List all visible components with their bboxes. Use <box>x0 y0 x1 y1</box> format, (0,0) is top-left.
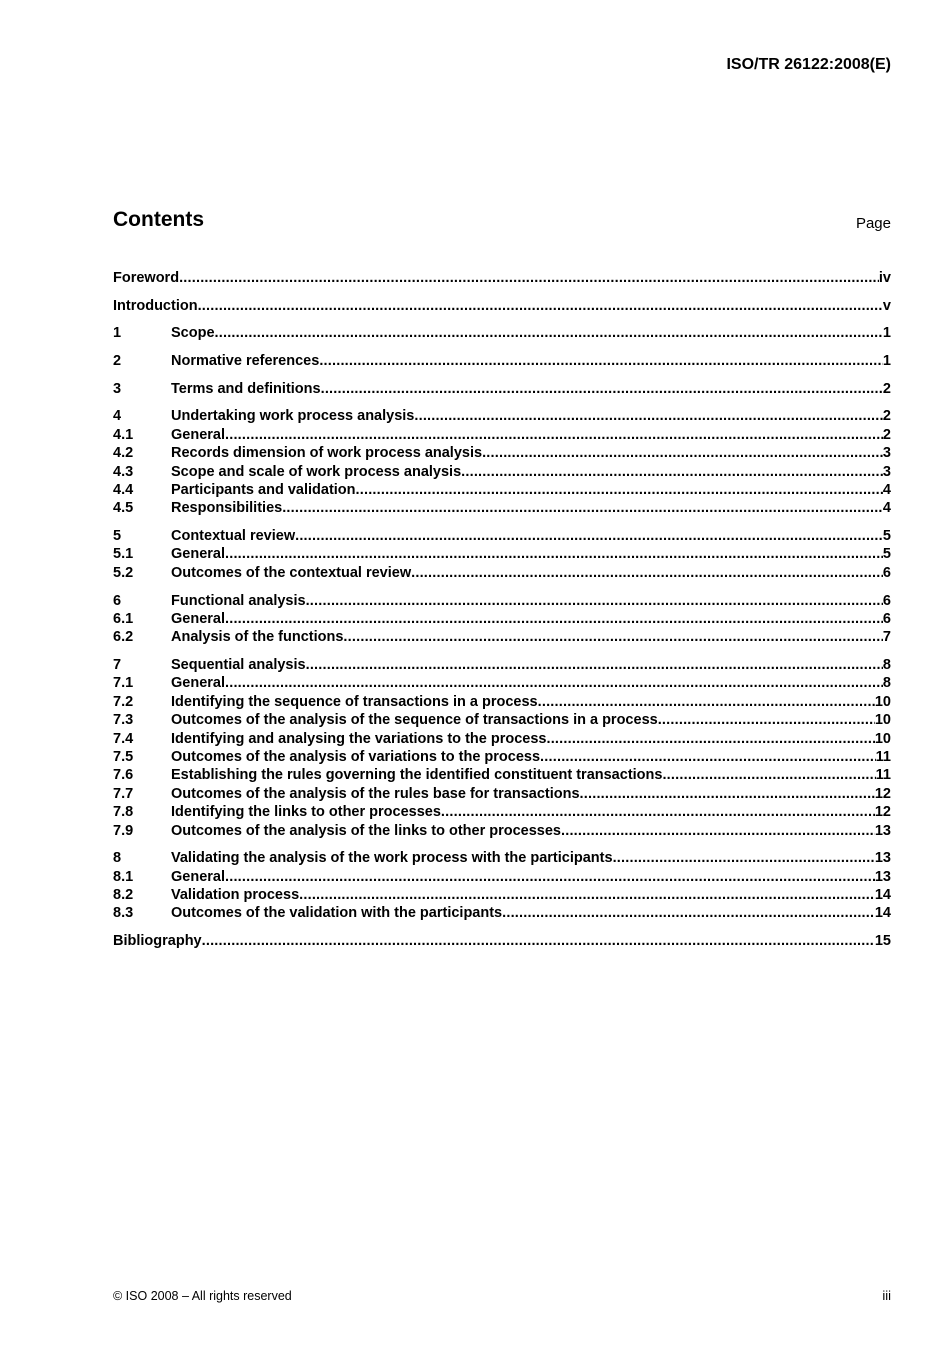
toc-entry-title: Identifying and analysing the variations to the process <box>171 730 547 747</box>
toc-entry[interactable] <box>113 868 891 886</box>
toc-entry-page: v <box>882 297 891 314</box>
toc-entry-title: Foreword <box>113 270 180 286</box>
toc-entry-title: Validating the analysis of the work process with the participants <box>171 850 613 867</box>
toc-entry-page: 2 <box>882 426 891 443</box>
toc-entry[interactable] <box>113 711 891 729</box>
toc-dot-leader <box>215 324 883 342</box>
toc-entry-page: 6 <box>882 610 891 627</box>
toc-entry-title: Outcomes of the analysis of the rules base for transactions <box>171 785 580 802</box>
toc-entry-number: 7.9 <box>113 822 134 839</box>
toc-entry[interactable] <box>113 380 891 398</box>
toc-entry-page: 1 <box>882 353 891 370</box>
toc-dot-leader <box>225 868 875 886</box>
toc-entry-number: 1 <box>113 325 122 342</box>
toc-entry-page: 11 <box>875 767 891 784</box>
toc-entry[interactable] <box>113 610 891 628</box>
toc-dot-leader <box>319 352 883 370</box>
toc-entry-title: Scope and scale of work process analysis <box>171 463 462 480</box>
toc-entry[interactable] <box>113 849 891 867</box>
toc-entry-title: Analysis of the functions <box>171 629 344 646</box>
toc-entry-number: 8.2 <box>113 887 134 903</box>
toc-dot-leader <box>295 527 883 545</box>
toc-entry-page: 3 <box>882 445 891 462</box>
toc-entry-number: 8.3 <box>113 905 134 922</box>
toc-entry-page: 13 <box>874 868 891 885</box>
toc-entry-page: 13 <box>874 850 891 867</box>
toc-entry-title: Contextual review <box>171 528 296 545</box>
contents-heading: Contents <box>113 208 204 231</box>
toc-entry[interactable] <box>113 730 891 748</box>
toc-entry-title: General <box>171 675 225 692</box>
toc-dot-leader <box>306 656 883 674</box>
toc-entry-title: Outcomes of the analysis of variations to the process <box>171 748 541 765</box>
toc-dot-leader <box>202 932 875 950</box>
toc-dot-leader <box>321 380 883 398</box>
toc-entry[interactable] <box>113 886 891 904</box>
toc-entry-title: General <box>171 868 225 885</box>
toc-entry-page: 6 <box>882 592 891 609</box>
toc-entry[interactable] <box>113 748 891 766</box>
toc-dot-leader <box>561 822 875 840</box>
toc-entry-number: 4 <box>113 408 122 425</box>
toc-entry-page: 4 <box>882 482 891 498</box>
toc-dot-leader <box>482 444 883 462</box>
toc-entry-number: 8 <box>113 850 122 867</box>
toc-entry-title: Undertaking work process analysis <box>171 408 415 425</box>
toc-entry-page: 12 <box>874 785 891 802</box>
toc-entry-title: Participants and validation <box>171 482 356 498</box>
toc-entry-number: 6.1 <box>113 610 134 627</box>
toc-entry[interactable] <box>113 481 891 499</box>
toc-entry[interactable] <box>113 269 891 287</box>
toc-entry[interactable] <box>113 674 891 692</box>
toc-entry-number: 5.1 <box>113 546 134 563</box>
toc-entry-number: 7.7 <box>113 785 134 802</box>
toc-entry-title: Functional analysis <box>171 592 306 609</box>
toc-entry-page: 10 <box>874 730 891 747</box>
toc-entry[interactable] <box>113 932 891 950</box>
toc-dot-leader <box>198 297 883 315</box>
toc-entry-number: 7.4 <box>113 730 134 747</box>
page-column-label: Page <box>855 215 891 232</box>
toc-entry-number: 4.5 <box>113 500 134 517</box>
toc-entry[interactable] <box>113 297 891 315</box>
toc-dot-leader <box>580 785 875 803</box>
toc-entry[interactable] <box>113 444 891 462</box>
toc-entry[interactable] <box>113 463 891 481</box>
toc-entry[interactable] <box>113 803 891 821</box>
toc-entry-number: 4.1 <box>113 426 134 443</box>
toc-entry-number: 7.2 <box>113 693 134 710</box>
toc-entry-title: Bibliography <box>113 933 202 950</box>
toc-entry-number: 6 <box>113 592 122 609</box>
toc-entry-title: Establishing the rules governing the identified constituent transactions <box>171 767 663 784</box>
toc-entry[interactable] <box>113 628 891 646</box>
toc-dot-leader <box>411 564 883 582</box>
toc-entry-title: Identifying the sequence of transactions in a process <box>171 693 538 710</box>
toc-entry[interactable] <box>113 545 891 563</box>
toc-entry-page: iv <box>878 270 891 286</box>
toc-entry-page: 2 <box>882 380 891 397</box>
toc-dot-leader <box>306 592 883 610</box>
toc-entry-page: 11 <box>875 748 891 765</box>
toc-entry-number: 2 <box>113 353 122 370</box>
toc-entry[interactable] <box>113 352 891 370</box>
toc-entry-page: 14 <box>874 905 891 922</box>
toc-dot-leader <box>658 711 875 729</box>
toc-entry-title: Normative references <box>171 353 320 370</box>
toc-entry-number: 4.4 <box>113 482 134 498</box>
toc-dot-leader <box>502 904 875 922</box>
toc-entry-page: 1 <box>882 325 891 342</box>
toc-dot-leader <box>343 628 883 646</box>
toc-entry[interactable] <box>113 656 891 674</box>
toc-entry[interactable] <box>113 527 891 545</box>
toc-entry-number: 4.3 <box>113 463 134 480</box>
toc-entry[interactable] <box>113 499 891 517</box>
toc-dot-leader <box>225 610 883 628</box>
toc-entry-page: 4 <box>882 500 891 517</box>
toc-entry-title: General <box>171 610 225 627</box>
toc-entry-number: 6.2 <box>113 629 134 646</box>
toc-entry-page: 10 <box>874 693 891 710</box>
toc-entry-number: 3 <box>113 380 122 397</box>
toc-entry[interactable] <box>113 407 891 425</box>
toc-entry-title: Scope <box>171 325 215 342</box>
toc-dot-leader <box>179 269 879 287</box>
toc-dot-leader <box>356 481 883 499</box>
footer-page-number: iii <box>882 1288 891 1303</box>
toc-entry-number: 7.8 <box>113 804 134 821</box>
toc-entry-title: Outcomes of the analysis of the sequence of transactions in a process <box>171 712 658 729</box>
toc-entry-page: 5 <box>882 528 891 545</box>
toc-entry-title: Records dimension of work process analysis <box>171 445 483 462</box>
toc-entry-page: 12 <box>874 804 891 821</box>
toc-dot-leader <box>225 545 883 563</box>
toc-entry[interactable] <box>113 693 891 711</box>
toc-dot-leader <box>225 674 883 692</box>
toc-entry-title: Outcomes of the analysis of the links to other processes <box>171 822 561 839</box>
toc-dot-leader <box>538 693 875 711</box>
footer-copyright: © ISO 2008 – All rights reserved <box>113 1289 292 1303</box>
toc-entry[interactable] <box>113 564 891 582</box>
toc-entry[interactable] <box>113 426 891 444</box>
toc-entry-number: 5 <box>113 528 122 545</box>
toc-entry-title: Introduction <box>113 297 198 314</box>
toc-entry[interactable] <box>113 324 891 342</box>
toc-entry-page: 15 <box>874 933 891 950</box>
toc-entry-title: Outcomes of the contextual review <box>171 564 412 581</box>
toc-dot-leader <box>225 426 883 444</box>
toc-entry-number: 5.2 <box>113 564 134 581</box>
toc-entry-title: Identifying the links to other processes <box>171 804 441 821</box>
toc-dot-leader <box>282 499 883 517</box>
toc-entry-title: Responsibilities <box>171 500 283 517</box>
toc-entry-title: Terms and definitions <box>171 380 321 397</box>
toc-entry-number: 4.2 <box>113 445 134 462</box>
toc-entry-page: 7 <box>882 629 891 646</box>
table-of-contents <box>113 269 891 950</box>
toc-entry-page: 5 <box>882 546 891 563</box>
toc-dot-leader <box>546 730 874 748</box>
toc-entry-number: 8.1 <box>113 868 134 885</box>
toc-dot-leader <box>613 849 875 867</box>
toc-entry[interactable] <box>113 822 891 840</box>
toc-entry[interactable] <box>113 785 891 803</box>
toc-entry-title: Validation process <box>171 887 300 903</box>
toc-dot-leader <box>299 886 875 904</box>
toc-entry-title: General <box>171 546 225 563</box>
toc-entry-page: 10 <box>874 712 891 729</box>
toc-entry-page: 8 <box>882 675 891 692</box>
toc-entry[interactable] <box>113 592 891 610</box>
toc-entry-number: 7.1 <box>113 675 134 692</box>
toc-dot-leader <box>461 463 883 481</box>
toc-entry-title: Outcomes of the validation with the participants <box>171 905 503 922</box>
toc-entry-page: 2 <box>882 408 891 425</box>
toc-entry-number: 7.3 <box>113 712 134 729</box>
toc-entry[interactable] <box>113 904 891 922</box>
toc-entry-page: 3 <box>882 463 891 480</box>
toc-entry-title: Sequential analysis <box>171 657 306 674</box>
toc-entry-number: 7.6 <box>113 767 134 784</box>
toc-dot-leader <box>662 766 875 784</box>
toc-entry-number: 7.5 <box>113 748 134 765</box>
toc-entry-page: 13 <box>874 822 891 839</box>
toc-entry[interactable] <box>113 766 891 784</box>
toc-entry-title: General <box>171 426 225 443</box>
toc-entry-page: 8 <box>882 657 891 674</box>
toc-entry-page: 14 <box>874 887 891 903</box>
document-id: ISO/TR 26122:2008(E) <box>726 56 891 73</box>
toc-entry-page: 6 <box>882 564 891 581</box>
toc-dot-leader <box>414 407 883 425</box>
toc-entry-number: 7 <box>113 657 122 674</box>
toc-dot-leader <box>441 803 875 821</box>
toc-dot-leader <box>540 748 876 766</box>
